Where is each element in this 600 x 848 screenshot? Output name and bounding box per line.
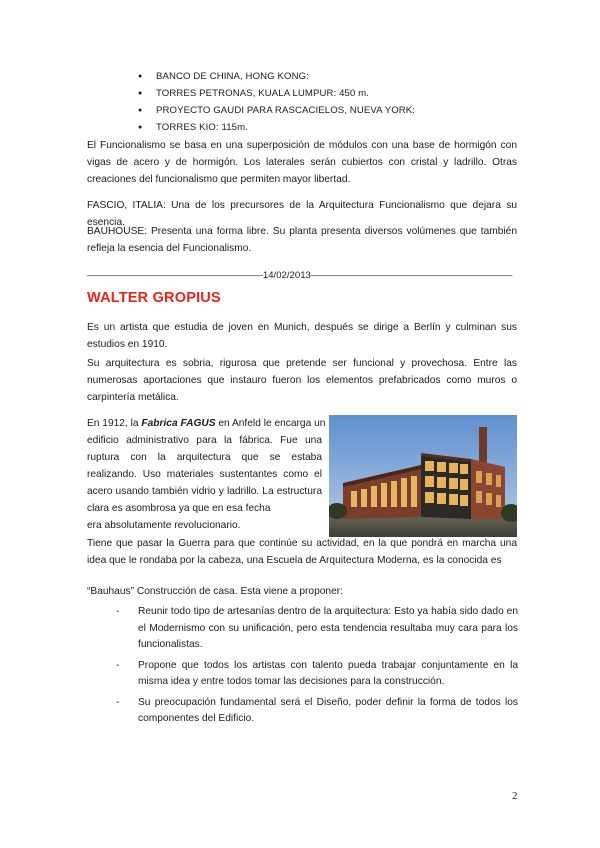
section-heading: WALTER GROPIUS [87, 290, 221, 306]
fagus-line: ruptura con la arquitectura que se estaba [87, 452, 322, 463]
fagus-text: en Anfeld le encarga un [215, 418, 326, 429]
fagus-factory-illustration [329, 415, 517, 537]
fagus-text: En 1912, la [87, 418, 142, 429]
paragraph-guerra: Tiene que pasar la Guerra para que continúe su actividad, en la que pondrá en marcha una idea que le rondaba por la cabeza, una Escuela de Arquitectura Moderna, es la conocida es [87, 538, 517, 566]
fagus-line: acero usando también vidrio y ladrillo. La estructura [87, 486, 322, 497]
building-bullet-list [138, 68, 415, 136]
fagus-line [87, 415, 326, 432]
paragraph-bauhouse: BAUHOUSE: Presenta una forma libre. Su planta presenta diversos volúmenes que también refleja la esencia del Funcionalismo. [87, 226, 517, 254]
list-item: ● PROYECTO GAUDI PARA RASCACIELOS, NUEVA YORK: [138, 102, 415, 119]
list-item: - Reunir todo tipo de artesanías dentro de la arquitectura: Esto ya había sido dado en el Modernismo con su unificación, pero esta tendencia resultaba muy cara para los funcionalistas. [116, 604, 518, 654]
paragraph-fascio: FASCIO, ITALIA: Una de los precursores de la Arquitectura Funcionalismo que dejara su esencia. [87, 200, 517, 228]
list-item: ● TORRES PETRONAS, KUALA LUMPUR: 450 m. [138, 85, 415, 102]
fagus-factory-photo [329, 415, 517, 537]
paragraph-funcionalismo: El Funcionalismo se basa en una superposición de módulos con una base de hormigón con vigas de acero y de hormigón. Los laterales serán cubiertos con cristal y ladrillo. Otras creaciones del funcionalismo que permiten mayor libertad. [87, 140, 517, 185]
paragraph-bauhaus: “Bauhaus” Construcción de casa. Esta viene a proponer: [87, 586, 343, 597]
proposal-dash-list [116, 604, 518, 728]
list-item: - Propone que todos los artistas con talento pueda trabajar conjuntamente en la misma idea y entre todos tomar las decisiones para la construcción. [116, 658, 518, 691]
fagus-line: edificio administrativo para la fábrica. Fue una [87, 435, 322, 446]
fagus-line: clara es asombrosa ya que en esa fecha [87, 503, 271, 514]
fagus-line: era absolutamente revolucionario. [87, 520, 241, 531]
paragraph-fagus [87, 415, 326, 534]
paragraph-munich: Es un artista que estudia de joven en Munich, después se dirige a Berlín y culminan sus estudios en 1910. [87, 322, 517, 350]
list-item: - Su preocupación fundamental será el Diseño, poder definir la forma de todos los componentes del Edificio. [116, 695, 518, 728]
fagus-emphasis: Fabrica FAGUS [141, 418, 216, 429]
date-separator: ——————————————————-14/02/2013————————————————————— [87, 270, 513, 281]
paragraph-arquitectura: Su arquitectura es sobria, rigurosa que pretende ser funcional y provechosa. Entre las numerosas aportaciones que instauro fueron los elementos prefabricados como muros o carpintería metálica. [87, 358, 517, 403]
list-item: ● TORRES KIO: 115m. [138, 119, 415, 136]
list-item: ● BANCO DE CHINA, HONG KONG: [138, 68, 415, 85]
page-number: 2 [512, 790, 518, 802]
fagus-line: realizando. Uso materiales sustentantes como el [87, 469, 322, 480]
